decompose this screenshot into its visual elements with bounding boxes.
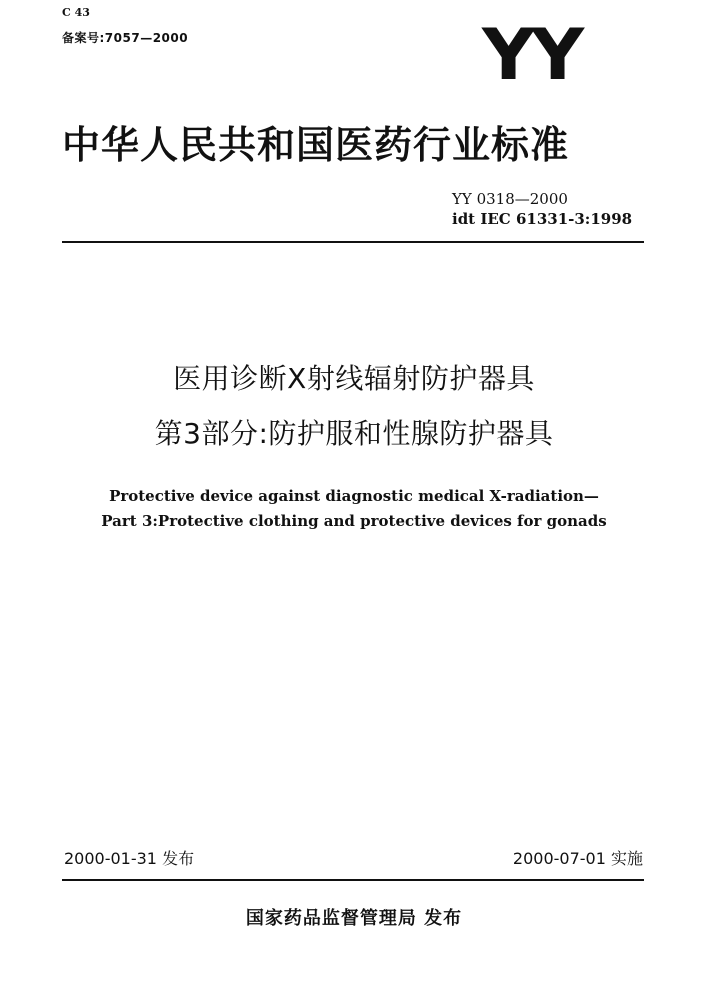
document-title-en-line2: Part 3:Protective clothing and protective devices for gonads — [101, 512, 607, 530]
document-title-cn-line2: 第3部分:防护服和性腺防护器具 — [154, 417, 554, 450]
issuing-authority: 国家药品监督管理局 发布 — [245, 908, 463, 929]
implementation-date: 2000-07-01 实施 — [512, 849, 643, 868]
standard-number-block — [452, 190, 632, 229]
document-title-cn-line1: 医用诊断X射线辐射防护器具 — [173, 362, 535, 395]
header-divider — [62, 241, 644, 243]
standard-number: YY 0318—2000 — [452, 190, 568, 208]
footer-divider — [62, 879, 644, 881]
standard-equivalence: idt IEC 61331-3:1998 — [452, 209, 633, 228]
classification-code: C 43 — [62, 6, 90, 19]
document-title-en-line1: Protective device against diagnostic medical X-radiation— — [109, 487, 599, 505]
issue-date: 2000-01-31 发布 — [64, 849, 195, 868]
record-number: 备案号:7057—2000 — [62, 31, 189, 45]
yy-logo: YY — [482, 14, 581, 96]
standard-title: 中华人民共和国医药行业标准 — [62, 123, 570, 167]
